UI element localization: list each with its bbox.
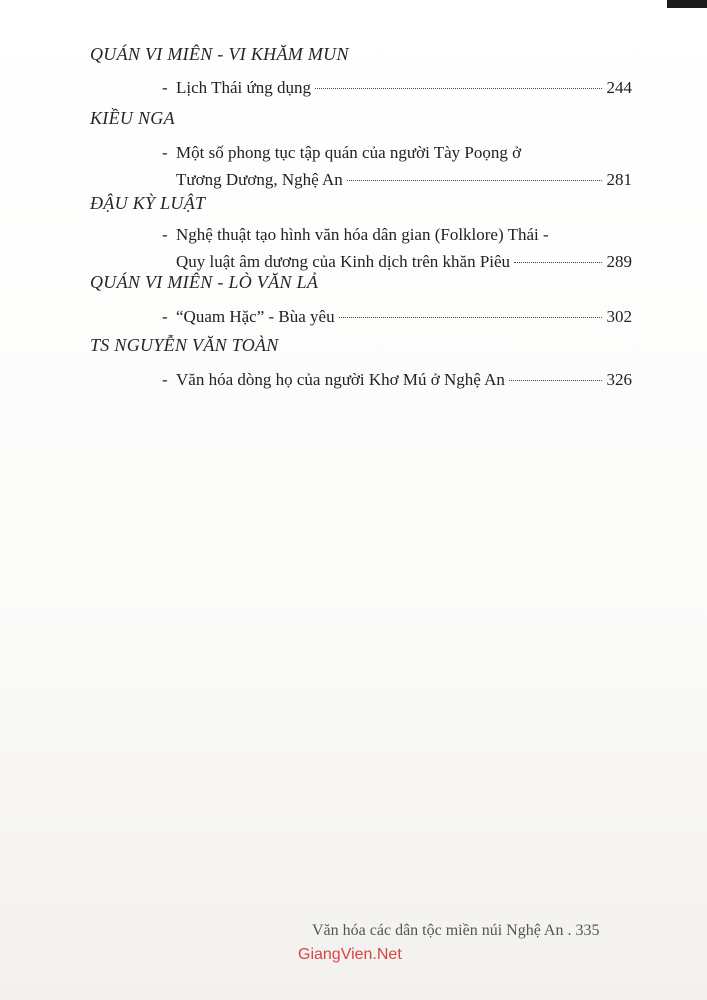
entry-author: TS NGUYỄN VĂN TOÀN	[90, 335, 279, 355]
page-number: 244	[606, 78, 632, 97]
watermark-text: GiangVien.Net	[298, 946, 402, 963]
entry-line	[162, 74, 632, 101]
entry-line	[162, 139, 632, 166]
bullet-dash: -	[162, 225, 168, 244]
entry-title: Lịch Thái ứng dụng	[176, 78, 311, 97]
bullet-dash: -	[162, 78, 168, 97]
dot-leader	[339, 317, 602, 318]
dot-leader	[509, 380, 602, 381]
entry-title: Nghệ thuật tạo hình văn hóa dân gian (Folklore) Thái -	[176, 225, 549, 244]
entry-title: Văn hóa dòng họ của người Khơ Mú ở Nghệ An	[176, 370, 505, 389]
entry-author: KIỀU NGA	[90, 108, 175, 128]
page-number: 302	[606, 307, 632, 326]
dot-leader	[347, 180, 602, 181]
entry-line	[162, 248, 632, 275]
entry-line	[162, 221, 632, 248]
page-number: 326	[606, 370, 632, 389]
toc-entry	[162, 221, 632, 275]
entry-author: QUÁN VI MIÊN - LÒ VĂN LẢ	[90, 272, 319, 292]
entry-author: QUÁN VI MIÊN - VI KHĂM MUN	[90, 44, 349, 64]
entry-line	[162, 303, 632, 330]
entry-title: Một số phong tục tập quán của người Tày Poọng ở	[176, 143, 522, 162]
toc-entry	[162, 303, 632, 330]
toc-entry	[162, 74, 632, 101]
entry-title: “Quam Hặc” - Bùa yêu	[176, 307, 335, 326]
running-footer: Văn hóa các dân tộc miền núi Nghệ An . 335	[312, 922, 600, 939]
entry-line	[162, 366, 632, 393]
entry-author: ĐẬU KỲ LUẬT	[90, 193, 206, 213]
entry-title-continued: Tương Dương, Nghệ An	[176, 170, 343, 189]
page-number: 289	[606, 252, 632, 271]
toc-entry	[162, 139, 632, 193]
bullet-dash: -	[162, 307, 168, 326]
toc-entry	[162, 366, 632, 393]
entry-title-continued: Quy luật âm dương của Kinh dịch trên khăn Piêu	[176, 252, 511, 271]
entry-line	[162, 166, 632, 193]
dot-leader	[514, 262, 602, 263]
page-edge-shadow	[667, 0, 707, 8]
dot-leader	[315, 88, 602, 89]
page-number: 281	[606, 170, 632, 189]
bullet-dash: -	[162, 143, 168, 162]
bullet-dash: -	[162, 370, 168, 389]
